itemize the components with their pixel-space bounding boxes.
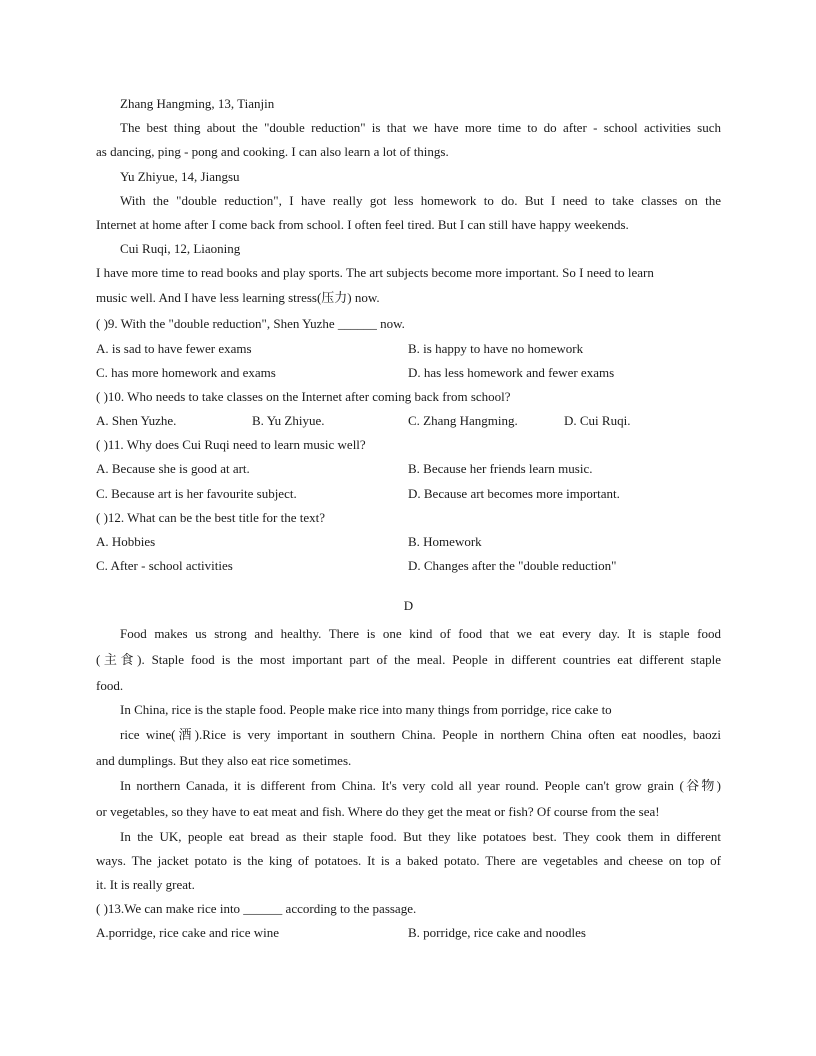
option-a: A. Hobbies (96, 534, 156, 549)
paragraph-yu-line2: Internet at home after I come back from school. I often feel tired. But I can still have happy weekends. (96, 217, 629, 232)
question-11-row2 (96, 486, 721, 502)
paragraph-cui-line2: music well. And I have less learning stress(压力) now. (96, 290, 380, 305)
question-13-row1 (96, 925, 721, 941)
paragraph-canada-line2: or vegetables, so they have to eat meat and fish. Where do they get the meat or fish? Of course from the sea! (96, 804, 660, 819)
question-11-stem: ( )11. Why does Cui Ruqi need to learn music well? (96, 437, 366, 452)
paragraph-canada-line1: In northern Canada, it is different from China. It's very cold all year round. People can't grow grain (谷物) (120, 778, 721, 793)
option-a: A. is sad to have fewer exams (96, 341, 252, 356)
option-c: C. Because art is her favourite subject. (96, 486, 297, 501)
option-c: C. After - school activities (96, 558, 233, 573)
paragraph-yu-line1: With the "double reduction", I have really got less homework to do. But I need to take classes on the (120, 193, 721, 208)
paragraph-uk-line3: it. It is really great. (96, 877, 195, 892)
question-9-row1 (96, 341, 721, 357)
question-10-stem: ( )10. Who needs to take classes on the Internet after coming back from school? (96, 389, 511, 404)
paragraph-food-line1: Food makes us strong and healthy. There is one kind of food that we eat every day. It is staple food (120, 626, 721, 641)
question-12-row2 (96, 558, 721, 574)
author-yu: Yu Zhiyue, 14, Jiangsu (120, 169, 240, 184)
option-b: B. Because her friends learn music. (408, 461, 593, 476)
paragraph-food-line3: food. (96, 678, 124, 693)
option-b: B. Homework (408, 534, 482, 549)
author-zhang: Zhang Hangming, 13, Tianjin (120, 96, 275, 111)
paragraph-china-line3: and dumplings. But they also eat rice sometimes. (96, 753, 352, 768)
paragraph-uk-line1: In the UK, people eat bread as their staple food. But they like potatoes best. They cook them in different (120, 829, 721, 844)
paragraph-food-line2: (主食). Staple food is the most important part of the meal. People in different countries eat different staple (96, 652, 721, 667)
option-c: C. Zhang Hangming. (408, 413, 518, 428)
option-a: A. Shen Yuzhe. (96, 413, 177, 428)
option-d: D. has less homework and fewer exams (408, 365, 615, 380)
question-11-row1 (96, 461, 721, 477)
paragraph-zhang-line1: The best thing about the "double reduction" is that we have more time to do after - school activities such (120, 120, 721, 135)
option-d: D. Cui Ruqi. (564, 413, 631, 428)
author-cui: Cui Ruqi, 12, Liaoning (120, 241, 241, 256)
option-b: B. Yu Zhiyue. (252, 413, 325, 428)
paragraph-china-line2: rice wine(酒).Rice is very important in southern China. People in northern China often eat noodles, baozi (120, 727, 721, 742)
option-b: B. is happy to have no homework (408, 341, 584, 356)
option-a: A. Because she is good at art. (96, 461, 250, 476)
paragraph-china-line1: In China, rice is the staple food. People make rice into many things from porridge, rice cake to (120, 702, 612, 717)
option-c: C. has more homework and exams (96, 365, 276, 380)
question-12-row1 (96, 534, 721, 550)
paragraph-zhang-line2: as dancing, ping - pong and cooking. I can also learn a lot of things. (96, 144, 449, 159)
option-d: D. Because art becomes more important. (408, 486, 620, 501)
option-a: A.porridge, rice cake and rice wine (96, 925, 279, 940)
question-12-stem: ( )12. What can be the best title for the text? (96, 510, 325, 525)
option-b: B. porridge, rice cake and noodles (408, 925, 586, 940)
question-9-row2 (96, 365, 721, 381)
question-13-stem: ( )13.We can make rice into ______ according to the passage. (96, 901, 417, 916)
paragraph-uk-line2: ways. The jacket potato is the king of potatoes. It is a baked potato. There are vegetables and cheese on top of (96, 853, 721, 868)
paragraph-cui-line1: I have more time to read books and play sports. The art subjects become more important. So I need to learn (96, 265, 654, 280)
section-heading: D (403, 598, 414, 613)
option-d: D. Changes after the "double reduction" (408, 558, 617, 573)
question-9-stem: ( )9. With the "double reduction", Shen Yuzhe ______ now. (96, 316, 405, 331)
